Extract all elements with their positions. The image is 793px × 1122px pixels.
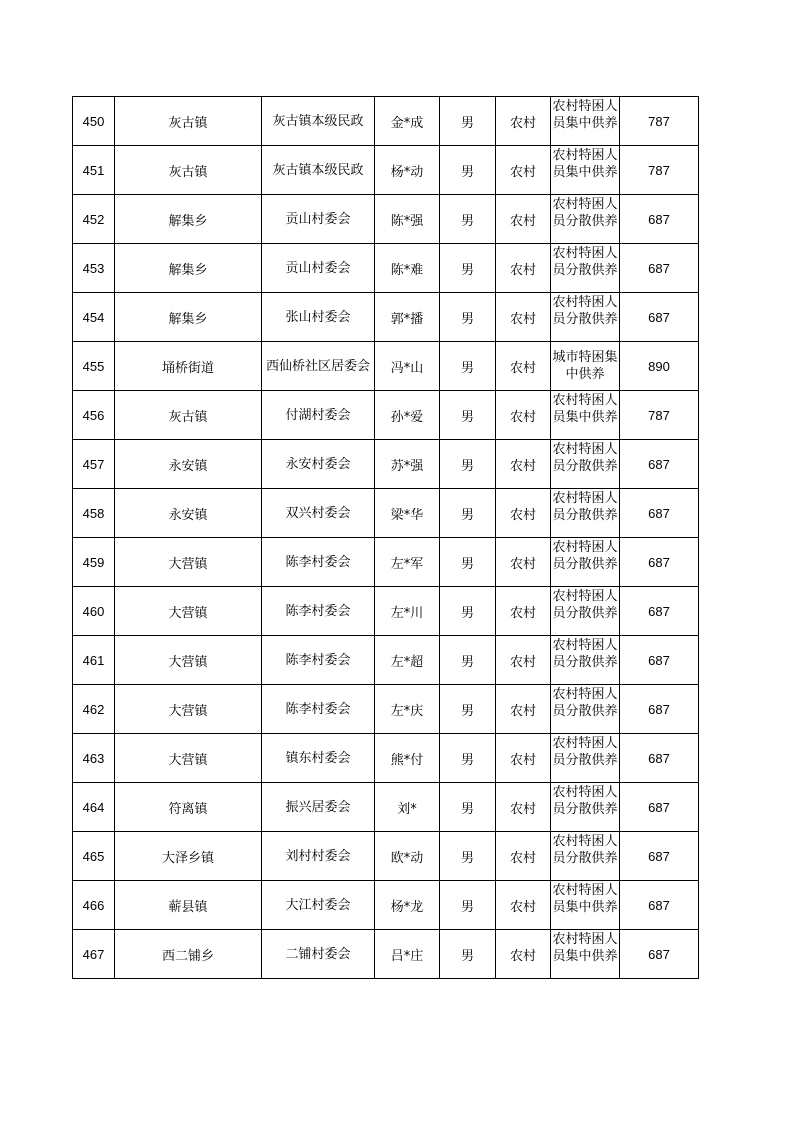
cell-gender: 男 [440,489,496,538]
cell-town: 埇桥街道 [115,342,262,391]
cell-number: 457 [73,440,115,489]
cell-town: 灰古镇 [115,391,262,440]
cell-gender: 男 [440,538,496,587]
cell-area: 农村 [496,832,551,881]
cell-gender: 男 [440,342,496,391]
cell-support-type [551,636,620,685]
cell-support-type [551,587,620,636]
cell-number: 464 [73,783,115,832]
cell-support-type [551,195,620,244]
cell-gender: 男 [440,195,496,244]
cell-area: 农村 [496,881,551,930]
cell-number: 463 [73,734,115,783]
cell-person-name: 熊*付 [375,734,440,783]
cell-number: 462 [73,685,115,734]
cell-committee: 陈李村委会 [262,587,375,636]
cell-gender: 男 [440,97,496,146]
cell-support-type [551,489,620,538]
support-type-text: 农村特困人员分散供养 [552,638,618,670]
cell-gender: 男 [440,685,496,734]
support-type-text: 农村特困人员分散供养 [552,736,618,768]
cell-town: 大营镇 [115,734,262,783]
cell-area: 农村 [496,734,551,783]
cell-number: 467 [73,930,115,979]
support-type-text: 农村特困人员分散供养 [552,785,618,817]
cell-committee: 贡山村委会 [262,244,375,293]
cell-amount: 787 [620,146,699,195]
cell-committee: 双兴村委会 [262,489,375,538]
cell-number: 466 [73,881,115,930]
support-type-text: 农村特困人员分散供养 [552,246,618,278]
cell-amount: 687 [620,734,699,783]
cell-gender: 男 [440,244,496,293]
cell-gender: 男 [440,832,496,881]
cell-support-type [551,832,620,881]
cell-amount: 687 [620,440,699,489]
cell-area: 农村 [496,685,551,734]
cell-amount: 787 [620,97,699,146]
cell-support-type [551,881,620,930]
table-row [73,146,699,195]
cell-amount: 687 [620,783,699,832]
cell-amount: 687 [620,293,699,342]
support-type-text: 农村特困人员分散供养 [552,442,618,474]
table-row [73,195,699,244]
cell-committee: 二铺村委会 [262,930,375,979]
cell-person-name: 左*军 [375,538,440,587]
table-row [73,489,699,538]
cell-town: 解集乡 [115,293,262,342]
cell-amount: 687 [620,930,699,979]
support-type-text: 农村特困人员集中供养 [552,932,618,964]
cell-support-type [551,440,620,489]
cell-committee: 永安村委会 [262,440,375,489]
cell-gender: 男 [440,881,496,930]
support-type-text: 农村特困人员分散供养 [552,295,618,327]
cell-committee: 刘村村委会 [262,832,375,881]
cell-town: 西二铺乡 [115,930,262,979]
table-row [73,97,699,146]
cell-support-type [551,97,620,146]
cell-number: 465 [73,832,115,881]
cell-town: 大营镇 [115,587,262,636]
cell-town: 蕲县镇 [115,881,262,930]
cell-person-name: 欧*动 [375,832,440,881]
table-row [73,636,699,685]
cell-town: 大营镇 [115,538,262,587]
support-type-text: 农村特困人员分散供养 [552,491,618,523]
cell-town: 灰古镇 [115,97,262,146]
cell-gender: 男 [440,734,496,783]
cell-committee: 陈李村委会 [262,685,375,734]
cell-person-name: 孙*爱 [375,391,440,440]
cell-area: 农村 [496,930,551,979]
cell-support-type [551,538,620,587]
cell-person-name: 左*超 [375,636,440,685]
cell-committee: 陈李村委会 [262,538,375,587]
cell-person-name: 金*成 [375,97,440,146]
cell-support-type [551,391,620,440]
support-type-text: 农村特困人员分散供养 [552,540,618,572]
cell-person-name: 陈*强 [375,195,440,244]
cell-number: 454 [73,293,115,342]
cell-amount: 687 [620,685,699,734]
support-type-text: 农村特困人员分散供养 [552,589,618,621]
cell-town: 大泽乡镇 [115,832,262,881]
cell-amount: 687 [620,538,699,587]
cell-area: 农村 [496,489,551,538]
cell-committee: 大江村委会 [262,881,375,930]
cell-support-type [551,734,620,783]
cell-gender: 男 [440,636,496,685]
cell-area: 农村 [496,391,551,440]
cell-person-name: 杨*动 [375,146,440,195]
support-type-text: 农村特困人员集中供养 [552,148,618,180]
cell-area: 农村 [496,783,551,832]
cell-person-name: 左*川 [375,587,440,636]
cell-person-name: 吕*庄 [375,930,440,979]
cell-town: 解集乡 [115,195,262,244]
cell-town: 符离镇 [115,783,262,832]
cell-support-type [551,293,620,342]
cell-amount: 687 [620,244,699,293]
cell-number: 456 [73,391,115,440]
cell-committee: 振兴居委会 [262,783,375,832]
cell-support-type [551,342,620,391]
cell-support-type [551,685,620,734]
cell-gender: 男 [440,146,496,195]
cell-area: 农村 [496,587,551,636]
cell-number: 460 [73,587,115,636]
cell-person-name: 陈*难 [375,244,440,293]
table-row [73,440,699,489]
cell-gender: 男 [440,440,496,489]
cell-person-name: 苏*强 [375,440,440,489]
table-row [73,685,699,734]
support-type-text: 农村特困人员集中供养 [552,393,618,425]
cell-amount: 687 [620,881,699,930]
table-row [73,930,699,979]
cell-area: 农村 [496,97,551,146]
cell-number: 455 [73,342,115,391]
cell-gender: 男 [440,587,496,636]
cell-town: 永安镇 [115,440,262,489]
cell-area: 农村 [496,244,551,293]
cell-number: 459 [73,538,115,587]
cell-gender: 男 [440,930,496,979]
table-row [73,293,699,342]
cell-amount: 687 [620,587,699,636]
cell-person-name: 冯*山 [375,342,440,391]
cell-committee: 灰古镇本级民政 [262,146,375,195]
table-row [73,832,699,881]
cell-area: 农村 [496,195,551,244]
cell-committee: 张山村委会 [262,293,375,342]
cell-town: 解集乡 [115,244,262,293]
cell-amount: 687 [620,832,699,881]
cell-person-name: 梁*华 [375,489,440,538]
table-row [73,587,699,636]
cell-number: 458 [73,489,115,538]
cell-area: 农村 [496,440,551,489]
cell-number: 461 [73,636,115,685]
assistance-table [72,96,699,979]
cell-committee: 灰古镇本级民政 [262,97,375,146]
table-row [73,244,699,293]
cell-number: 451 [73,146,115,195]
table-row [73,783,699,832]
cell-amount: 687 [620,195,699,244]
cell-person-name: 刘* [375,783,440,832]
support-type-text: 农村特困人员分散供养 [552,834,618,866]
cell-area: 农村 [496,293,551,342]
cell-person-name: 杨*龙 [375,881,440,930]
cell-committee: 付湖村委会 [262,391,375,440]
table-row [73,342,699,391]
cell-gender: 男 [440,783,496,832]
cell-amount: 787 [620,391,699,440]
table-row [73,391,699,440]
cell-support-type [551,146,620,195]
support-type-text: 农村特困人员分散供养 [552,197,618,229]
cell-person-name: 左*庆 [375,685,440,734]
cell-gender: 男 [440,391,496,440]
cell-support-type [551,930,620,979]
cell-number: 450 [73,97,115,146]
cell-area: 农村 [496,636,551,685]
cell-area: 农村 [496,538,551,587]
cell-amount: 890 [620,342,699,391]
cell-committee: 贡山村委会 [262,195,375,244]
cell-support-type [551,783,620,832]
support-type-text: 城市特困集中供养 [552,350,618,382]
cell-number: 453 [73,244,115,293]
cell-town: 大营镇 [115,636,262,685]
cell-committee: 陈李村委会 [262,636,375,685]
table-body [73,97,699,979]
cell-committee: 西仙桥社区居委会 [262,342,375,391]
cell-area: 农村 [496,146,551,195]
cell-town: 永安镇 [115,489,262,538]
cell-town: 灰古镇 [115,146,262,195]
cell-town: 大营镇 [115,685,262,734]
cell-number: 452 [73,195,115,244]
cell-amount: 687 [620,636,699,685]
table-row [73,734,699,783]
cell-amount: 687 [620,489,699,538]
support-type-text: 农村特困人员集中供养 [552,883,618,915]
cell-gender: 男 [440,293,496,342]
cell-support-type [551,244,620,293]
cell-area: 农村 [496,342,551,391]
support-type-text: 农村特困人员集中供养 [552,99,618,131]
support-type-text: 农村特困人员分散供养 [552,687,618,719]
cell-committee: 镇东村委会 [262,734,375,783]
table-row [73,881,699,930]
cell-person-name: 郭*播 [375,293,440,342]
table-row [73,538,699,587]
